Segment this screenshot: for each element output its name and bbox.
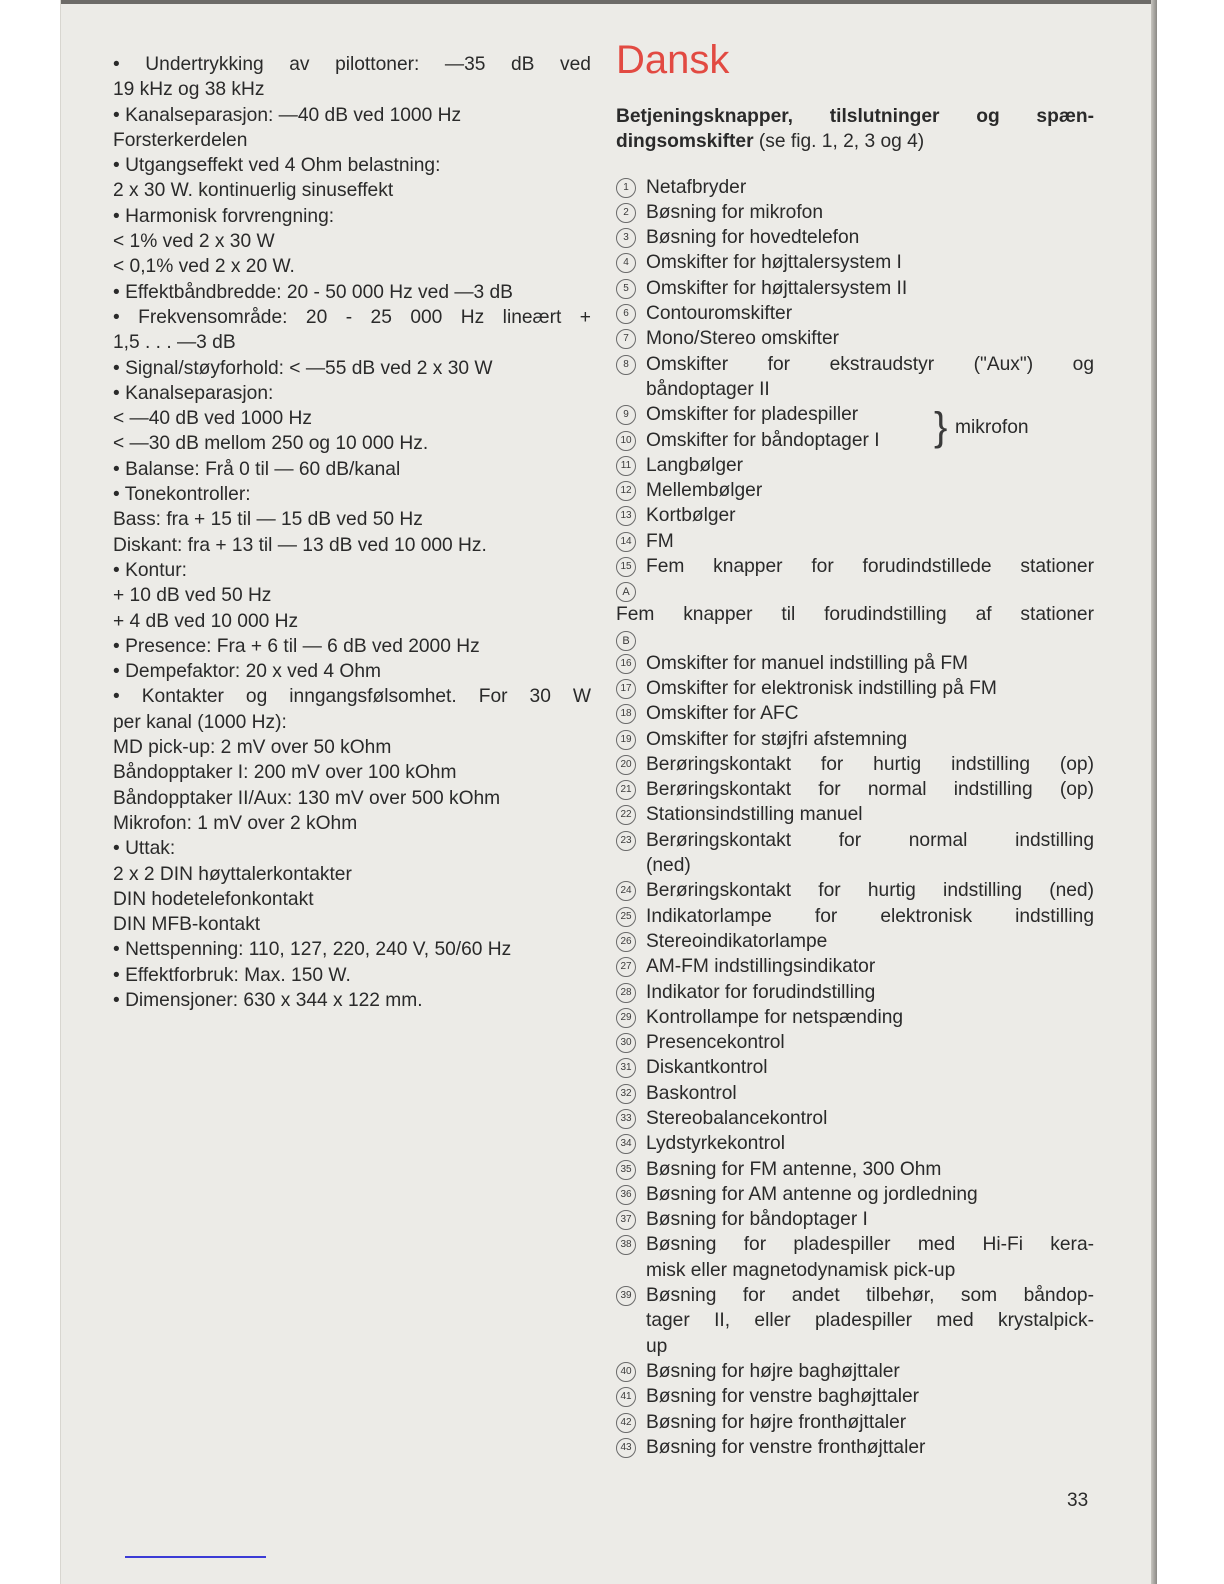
item-text-line: Bøsning for AM antenne og jordledning bbox=[646, 1183, 978, 1205]
control-item-34 bbox=[616, 1131, 1094, 1156]
item-text-line: Bøsning for højre baghøjttaler bbox=[646, 1360, 900, 1382]
item-text bbox=[646, 954, 1094, 979]
control-item-19 bbox=[616, 727, 1094, 752]
control-item-37 bbox=[616, 1207, 1094, 1232]
item-text bbox=[646, 1207, 1094, 1232]
item-text-line: Indikatorlampe for elektronisk indstilling bbox=[646, 905, 1094, 927]
control-item-26 bbox=[616, 929, 1094, 954]
item-text-line: Bøsning for båndoptager I bbox=[646, 1209, 868, 1231]
spec-line: < 0,1% ved 2 x 20 W. bbox=[113, 256, 295, 278]
item-text bbox=[646, 1384, 1094, 1409]
page-number: 33 bbox=[1067, 1490, 1089, 1511]
item-text: Omskifter for pladespiller bbox=[646, 404, 859, 426]
control-item-25 bbox=[616, 904, 1094, 929]
item-text bbox=[646, 200, 1094, 225]
item-number-badge: 36 bbox=[616, 1185, 636, 1205]
item-text-line: Bøsning for venstre baghøjttaler bbox=[646, 1386, 920, 1408]
spec-line: • Uttak: bbox=[113, 836, 591, 861]
control-item-33 bbox=[616, 1106, 1094, 1131]
item-number-badge: 9 bbox=[616, 405, 636, 425]
item-text bbox=[646, 1435, 1094, 1460]
item-text bbox=[646, 478, 1094, 503]
item-text bbox=[646, 326, 1094, 351]
spec-line: • Presence: Fra + 6 til — 6 dB ved 2000 Hz bbox=[113, 634, 591, 659]
control-list-16-43 bbox=[616, 651, 1094, 1461]
subheading-line-1: Betjeningsknapper, tilslutninger og spæn- bbox=[616, 106, 1094, 127]
item-text-line: Langbølger bbox=[646, 454, 744, 476]
spec-line: DIN MFB-kontakt bbox=[113, 914, 261, 936]
page-top-edge bbox=[61, 0, 1157, 4]
control-item-41 bbox=[616, 1384, 1094, 1409]
item-text bbox=[646, 701, 1094, 726]
circled-letter-a: A bbox=[616, 582, 636, 602]
item-text-line: Kortbølger bbox=[646, 505, 736, 527]
control-item-12 bbox=[616, 478, 1094, 503]
item-number-badge: 24 bbox=[616, 881, 636, 901]
item-text bbox=[646, 225, 1094, 250]
microphone-brace-group bbox=[616, 402, 1094, 453]
spec-line: • Nettspenning: 110, 127, 220, 240 V, 50/60 Hz bbox=[113, 937, 591, 962]
item-text bbox=[646, 352, 1094, 403]
item-number-badge: 23 bbox=[616, 831, 636, 851]
item-text-line: Bøsning for pladespiller med Hi-Fi kera- bbox=[646, 1234, 1094, 1256]
item-number-badge: 20 bbox=[616, 755, 636, 775]
item-number-badge: 10 bbox=[616, 431, 636, 451]
spec-line: < —40 dB ved 1000 Hz bbox=[113, 408, 312, 430]
item-number-badge: 12 bbox=[616, 481, 636, 501]
control-item-17 bbox=[616, 676, 1094, 701]
spec-line: • Kontur: bbox=[113, 558, 591, 583]
control-item-11 bbox=[616, 453, 1094, 478]
subheading-line-2 bbox=[616, 129, 1094, 154]
item-text bbox=[646, 250, 1094, 275]
item-number-badge: 13 bbox=[616, 506, 636, 526]
item-text-line: AM-FM indstillingsindikator bbox=[646, 956, 876, 978]
item-text-line: Berøringskontakt for normal indstilling (op) bbox=[646, 779, 1094, 801]
spec-line: DIN hodetelefonkontakt bbox=[113, 888, 314, 910]
control-item-18 bbox=[616, 701, 1094, 726]
control-list-11-15 bbox=[616, 453, 1094, 579]
item-text-line: Netafbryder bbox=[646, 176, 747, 198]
subheading-bold-part: dingsomskifter bbox=[616, 131, 754, 153]
item-number-badge: 37 bbox=[616, 1210, 636, 1230]
spec-line: 2 x 30 W. kontinuerlig sinuseffekt bbox=[113, 180, 394, 202]
item-text bbox=[646, 828, 1094, 879]
item-text-line: Bøsning for venstre fronthøjttaler bbox=[646, 1436, 926, 1458]
control-item-23 bbox=[616, 828, 1094, 879]
list-item-fem-knapper-b bbox=[616, 602, 1094, 627]
spec-line: 2 x 2 DIN høyttalerkontakter bbox=[113, 863, 352, 885]
spec-line: Båndopptaker II/Aux: 130 mV over 500 kOhm bbox=[113, 787, 501, 809]
item-number-badge: 22 bbox=[616, 805, 636, 825]
item-text bbox=[646, 453, 1094, 478]
item-text bbox=[646, 1359, 1094, 1384]
item-number-badge: 30 bbox=[616, 1033, 636, 1053]
fem-knapper-text: Fem knapper til forudindstilling af stationer bbox=[616, 604, 1094, 626]
item-text-line: Berøringskontakt for hurtig indstilling (op) bbox=[646, 753, 1094, 775]
item-number-badge: 39 bbox=[616, 1286, 636, 1306]
control-item-36 bbox=[616, 1182, 1094, 1207]
item-text bbox=[646, 929, 1094, 954]
spec-line: • Utgangseffekt ved 4 Ohm belastning: bbox=[113, 153, 591, 178]
control-item-15 bbox=[616, 554, 1094, 579]
list-item-letter-b bbox=[616, 628, 1094, 651]
item-text bbox=[646, 1283, 1094, 1359]
item-text bbox=[646, 1232, 1094, 1283]
control-item-29 bbox=[616, 1005, 1094, 1030]
item-number-badge: 1 bbox=[616, 178, 636, 198]
spec-line: + 4 dB ved 10 000 Hz bbox=[113, 610, 299, 632]
item-text bbox=[646, 1131, 1094, 1156]
spec-line: • Tonekontroller: bbox=[113, 482, 591, 507]
item-text-line: Omskifter for støjfri afstemning bbox=[646, 728, 908, 750]
spec-line: Diskant: fra + 13 til — 13 dB ved 10 000 Hz. bbox=[113, 534, 487, 556]
control-item-30 bbox=[616, 1030, 1094, 1055]
item-text bbox=[646, 1157, 1094, 1182]
item-text bbox=[646, 980, 1094, 1005]
spec-line: • Harmonisk forvrengning: bbox=[113, 204, 591, 229]
spec-line: • Effektforbruk: Max. 150 W. bbox=[113, 963, 591, 988]
item-number-badge: 33 bbox=[616, 1109, 636, 1129]
control-item-38 bbox=[616, 1232, 1094, 1283]
item-text bbox=[646, 878, 1094, 903]
control-item-28 bbox=[616, 980, 1094, 1005]
item-text-line: Bøsning for andet tilbehør, som båndop- bbox=[646, 1285, 1094, 1307]
spec-line: • Undertrykking av pilottoner: —35 dB ved bbox=[113, 52, 591, 77]
spec-line: per kanal (1000 Hz): bbox=[113, 711, 287, 733]
item-number-badge: 15 bbox=[616, 557, 636, 577]
item-number-badge: 14 bbox=[616, 532, 636, 552]
right-column-dansk bbox=[616, 36, 1094, 1460]
item-number-badge: 28 bbox=[616, 983, 636, 1003]
spec-line: • Signal/støyforhold: < —55 dB ved 2 x 30 W bbox=[113, 356, 591, 381]
control-item-27 bbox=[616, 954, 1094, 979]
control-item-2 bbox=[616, 200, 1094, 225]
item-text-line: Diskantkontrol bbox=[646, 1057, 768, 1079]
item-text-line: Omskifter for AFC bbox=[646, 703, 799, 725]
item-number-badge: 4 bbox=[616, 253, 636, 273]
item-text-line: (ned) bbox=[646, 855, 691, 877]
spec-line: • Dempefaktor: 20 x ved 4 Ohm bbox=[113, 659, 591, 684]
item-text-line: Mono/Stereo omskifter bbox=[646, 328, 840, 350]
control-item-24 bbox=[616, 878, 1094, 903]
item-number-badge: 31 bbox=[616, 1058, 636, 1078]
item-text-line: tager II, eller pladespiller med krystalpick- bbox=[646, 1310, 1094, 1332]
control-list-1-8 bbox=[616, 175, 1094, 403]
item-text-line: Stereoindikatorlampe bbox=[646, 930, 828, 952]
control-item-31 bbox=[616, 1055, 1094, 1080]
item-text bbox=[646, 676, 1094, 701]
item-text-line: Fem knapper for forudindstillede stationer bbox=[646, 556, 1094, 578]
item-text-line: båndoptager II bbox=[646, 378, 770, 400]
control-item-7 bbox=[616, 326, 1094, 351]
item-number-badge: 3 bbox=[616, 228, 636, 248]
item-text bbox=[646, 554, 1094, 579]
item-text bbox=[646, 1182, 1094, 1207]
item-text-line: Bøsning for FM antenne, 300 Ohm bbox=[646, 1158, 942, 1180]
item-number-badge: 25 bbox=[616, 907, 636, 927]
section-subheading bbox=[616, 104, 1094, 155]
item-number-badge: 35 bbox=[616, 1160, 636, 1180]
page-binding-shadow bbox=[1151, 0, 1157, 1584]
spec-line: • Effektbåndbredde: 20 - 50 000 Hz ved —3 dB bbox=[113, 280, 591, 305]
item-text bbox=[646, 503, 1094, 528]
spec-line: Båndopptaker I: 200 mV over 100 kOhm bbox=[113, 762, 457, 784]
spec-line: • Dimensjoner: 630 x 344 x 122 mm. bbox=[113, 988, 591, 1013]
item-text bbox=[646, 727, 1094, 752]
item-text-line: Bøsning for hovedtelefon bbox=[646, 227, 860, 249]
spec-line: + 10 dB ved 50 Hz bbox=[113, 585, 272, 607]
item-number-badge: 6 bbox=[616, 304, 636, 324]
item-text-line: Omskifter for højttalersystem I bbox=[646, 252, 902, 274]
manual-page bbox=[60, 0, 1157, 1584]
control-item-43 bbox=[616, 1435, 1094, 1460]
spec-line: 19 kHz og 38 kHz bbox=[113, 79, 265, 101]
control-item-8 bbox=[616, 352, 1094, 403]
control-item-1 bbox=[616, 175, 1094, 200]
item-text-line: Indikator for forudindstilling bbox=[646, 981, 876, 1003]
control-item-5 bbox=[616, 276, 1094, 301]
item-number-badge: 18 bbox=[616, 704, 636, 724]
spec-line: < 1% ved 2 x 30 W bbox=[113, 231, 275, 253]
bottom-link-underline bbox=[125, 1556, 266, 1558]
item-text-line: Bøsning for mikrofon bbox=[646, 201, 824, 223]
item-text bbox=[646, 276, 1094, 301]
item-text bbox=[646, 175, 1094, 200]
control-item-14 bbox=[616, 529, 1094, 554]
item-number-badge: 7 bbox=[616, 329, 636, 349]
item-text bbox=[646, 529, 1094, 554]
item-text bbox=[646, 904, 1094, 929]
item-text-line: Lydstyrkekontrol bbox=[646, 1133, 785, 1155]
item-text-line: Omskifter for manuel indstilling på FM bbox=[646, 652, 969, 674]
item-text-line: Contouromskifter bbox=[646, 303, 793, 325]
item-number-badge: 34 bbox=[616, 1134, 636, 1154]
item-text-line: up bbox=[646, 1335, 668, 1357]
control-item-22 bbox=[616, 802, 1094, 827]
spec-line: • Frekvensområde: 20 - 25 000 Hz lineært + bbox=[113, 305, 591, 330]
item-text-line: Kontrollampe for netspænding bbox=[646, 1006, 904, 1028]
circled-letter-b: B bbox=[616, 631, 636, 651]
item-text bbox=[646, 1081, 1094, 1106]
item-number-badge: 19 bbox=[616, 730, 636, 750]
control-item-4 bbox=[616, 250, 1094, 275]
item-text bbox=[646, 802, 1094, 827]
item-number-badge: 38 bbox=[616, 1235, 636, 1255]
spec-line: MD pick-up: 2 mV over 50 kOhm bbox=[113, 737, 392, 759]
item-text bbox=[646, 1005, 1094, 1030]
item-number-badge: 32 bbox=[616, 1084, 636, 1104]
item-text-line: Omskifter for ekstraudstyr ("Aux") og bbox=[646, 353, 1094, 375]
item-text-line: Bøsning for højre fronthøjttaler bbox=[646, 1411, 907, 1433]
control-item-13 bbox=[616, 503, 1094, 528]
spec-line: Bass: fra + 15 til — 15 dB ved 50 Hz bbox=[113, 509, 423, 531]
subheading-figure-ref: (se fig. 1, 2, 3 og 4) bbox=[753, 131, 925, 153]
item-text-line: Berøringskontakt for normal indstilling bbox=[646, 829, 1094, 851]
left-column-specifications bbox=[113, 52, 591, 1013]
item-text-line: Mellembølger bbox=[646, 480, 763, 502]
brace-label: mikrofon bbox=[955, 417, 1029, 439]
item-number-badge: 2 bbox=[616, 203, 636, 223]
spec-line: • Kanalseparasjon: bbox=[113, 381, 591, 406]
control-item-40 bbox=[616, 1359, 1094, 1384]
item-text bbox=[646, 1055, 1094, 1080]
item-text-line: Berøringskontakt for hurtig indstilling (ned) bbox=[646, 880, 1094, 902]
control-item-6 bbox=[616, 301, 1094, 326]
item-text bbox=[646, 1030, 1094, 1055]
control-item-32 bbox=[616, 1081, 1094, 1106]
item-text-line: misk eller magnetodynamisk pick-up bbox=[646, 1259, 956, 1281]
item-number-badge: 11 bbox=[616, 456, 636, 476]
control-item-39 bbox=[616, 1283, 1094, 1359]
brace-symbol: } bbox=[934, 405, 948, 450]
spec-line: < —30 dB mellom 250 og 10 000 Hz. bbox=[113, 433, 429, 455]
control-item-20 bbox=[616, 752, 1094, 777]
section-title: Dansk bbox=[616, 38, 730, 82]
item-text-line: Baskontrol bbox=[646, 1082, 737, 1104]
spec-line: • Kontakter og inngangsfølsomhet. For 30 W bbox=[113, 684, 591, 709]
item-number-badge: 41 bbox=[616, 1387, 636, 1407]
spec-line: • Balanse: Frå 0 til — 60 dB/kanal bbox=[113, 457, 591, 482]
control-item-42 bbox=[616, 1410, 1094, 1435]
item-text bbox=[646, 1410, 1094, 1435]
control-item-16 bbox=[616, 651, 1094, 676]
item-number-badge: 5 bbox=[616, 279, 636, 299]
item-text-line: Stereobalancekontrol bbox=[646, 1107, 828, 1129]
control-item-3 bbox=[616, 225, 1094, 250]
spec-line: 1,5 . . . —3 dB bbox=[113, 332, 236, 354]
item-number-badge: 27 bbox=[616, 957, 636, 977]
item-number-badge: 42 bbox=[616, 1413, 636, 1433]
item-text bbox=[646, 777, 1094, 802]
item-number-badge: 21 bbox=[616, 780, 636, 800]
list-item-letter-a bbox=[616, 579, 1094, 602]
item-number-badge: 43 bbox=[616, 1438, 636, 1458]
control-item-21 bbox=[616, 777, 1094, 802]
item-text bbox=[646, 1106, 1094, 1131]
item-number-badge: 8 bbox=[616, 355, 636, 375]
spec-line: Mikrofon: 1 mV over 2 kOhm bbox=[113, 812, 358, 834]
spec-line: • Kanalseparasjon: —40 dB ved 1000 Hz bbox=[113, 103, 591, 128]
item-text-line: Stationsindstilling manuel bbox=[646, 804, 863, 826]
item-text bbox=[646, 752, 1094, 777]
item-number-badge: 29 bbox=[616, 1008, 636, 1028]
item-text bbox=[646, 301, 1094, 326]
control-item-35 bbox=[616, 1157, 1094, 1182]
item-text bbox=[646, 651, 1094, 676]
item-number-badge: 26 bbox=[616, 932, 636, 952]
item-number-badge: 16 bbox=[616, 654, 636, 674]
item-number-badge: 17 bbox=[616, 679, 636, 699]
item-text-line: FM bbox=[646, 530, 674, 552]
item-text-line: Omskifter for elektronisk indstilling på FM bbox=[646, 677, 997, 699]
item-text-line: Omskifter for højttalersystem II bbox=[646, 277, 908, 299]
spec-line: Forsterkerdelen bbox=[113, 129, 248, 151]
item-text-line: Presencekontrol bbox=[646, 1032, 785, 1054]
item-text: Omskifter for båndoptager I bbox=[646, 429, 880, 451]
item-number-badge: 40 bbox=[616, 1362, 636, 1382]
